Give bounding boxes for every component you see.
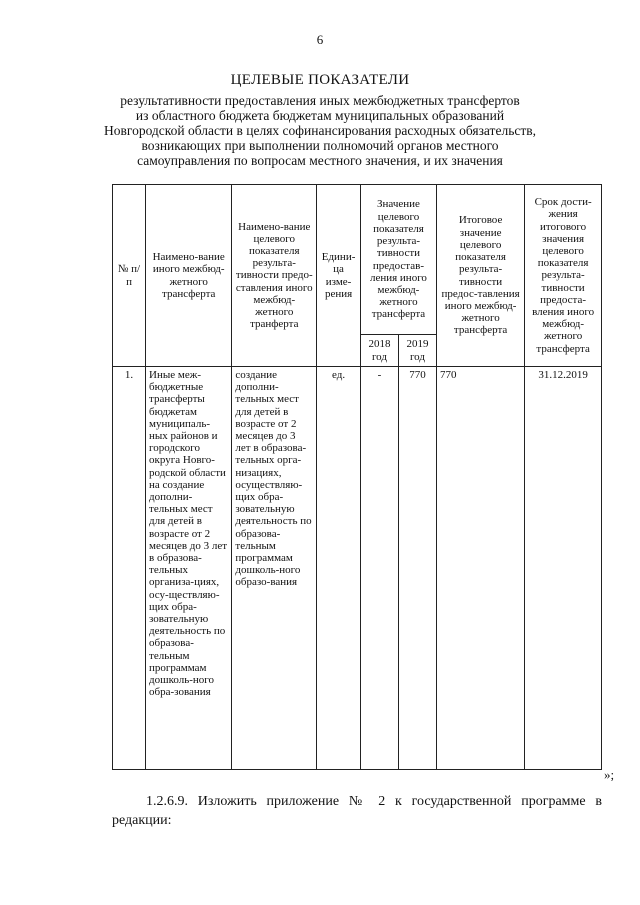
- document-subtitle: [100, 93, 540, 168]
- cell-year-2018: -: [360, 367, 398, 770]
- header-deadline: Срок дости-жения итогового значения целевого показателя результа-тивности предоста-вления иного межбюд-жетного трансферта: [525, 185, 602, 367]
- header-unit: Едини-ца изме-рения: [317, 185, 361, 367]
- cell-num: 1.: [113, 367, 146, 770]
- table-row: [113, 367, 602, 770]
- table-header-row: [113, 185, 602, 335]
- header-indicator-name: Наимено-вание целевого показателя результа-тивности предо-ставления иного межбюд-жетного транферта: [232, 185, 317, 367]
- amendment-paragraph: 1.2.6.9. Изложить приложение № 2 к государственной программе в редакции:: [112, 794, 602, 828]
- closing-quote: »;: [604, 767, 615, 782]
- document-title: ЦЕЛЕВЫЕ ПОКАЗАТЕЛИ: [230, 72, 410, 88]
- cell-unit: ед.: [317, 367, 361, 770]
- cell-transfer-name: Иные меж-бюджетные трансферты бюджетам муниципаль-ных районов и городского округа Новго-родской области на создание дополни-тельных мест для детей в возрасте от 2 месяцев до 3 лет в образова-тельных организа-циях, осу-ществляю-щих обра-зовательную деятельность по образова-тельным программам дошколь-ного обра-зования: [146, 367, 232, 770]
- header-transfer-name: Наимено-вание иного межбюд-жетного трансферта: [146, 185, 232, 367]
- cell-final-value: 770: [436, 367, 524, 770]
- subtitle-line: из областного бюджета бюджетам муниципальных образований: [135, 108, 505, 123]
- page-number: 6: [316, 32, 324, 47]
- header-num: № п/п: [113, 185, 146, 367]
- indicators-table: [112, 184, 602, 770]
- subtitle-line: самоуправления по вопросам местного значения, и их значения: [137, 153, 503, 168]
- header-final-value: Итоговое значение целевого показателя результа-тивности предос-тавления иного межбюд-жетного трансферта: [436, 185, 524, 367]
- cell-year-2019: 770: [398, 367, 436, 770]
- header-value-group: Значение целевого показателя результа-тивности предостав-ления иного межбюд-жетного трансферта: [360, 185, 436, 335]
- cell-deadline: 31.12.2019: [525, 367, 602, 770]
- cell-indicator-name: создание дополни-тельных мест для детей в возрасте от 2 месяцев до 3 лет в образова-тельных орга-низациях, осуществляю-щих обра-зовательную деятельность по образова-тельным программам дошколь-ного образо-вания: [232, 367, 317, 770]
- subtitle-line: Новгородской области в целях софинансирования расходных обязательств,: [104, 123, 536, 138]
- subtitle-line: возникающих при выполнении полномочий органов местного: [141, 138, 499, 153]
- header-year-2019: 2019 год: [398, 335, 436, 367]
- header-year-2018: 2018 год: [360, 335, 398, 367]
- subtitle-line: результативности предоставления иных межбюджетных трансфертов: [120, 93, 520, 108]
